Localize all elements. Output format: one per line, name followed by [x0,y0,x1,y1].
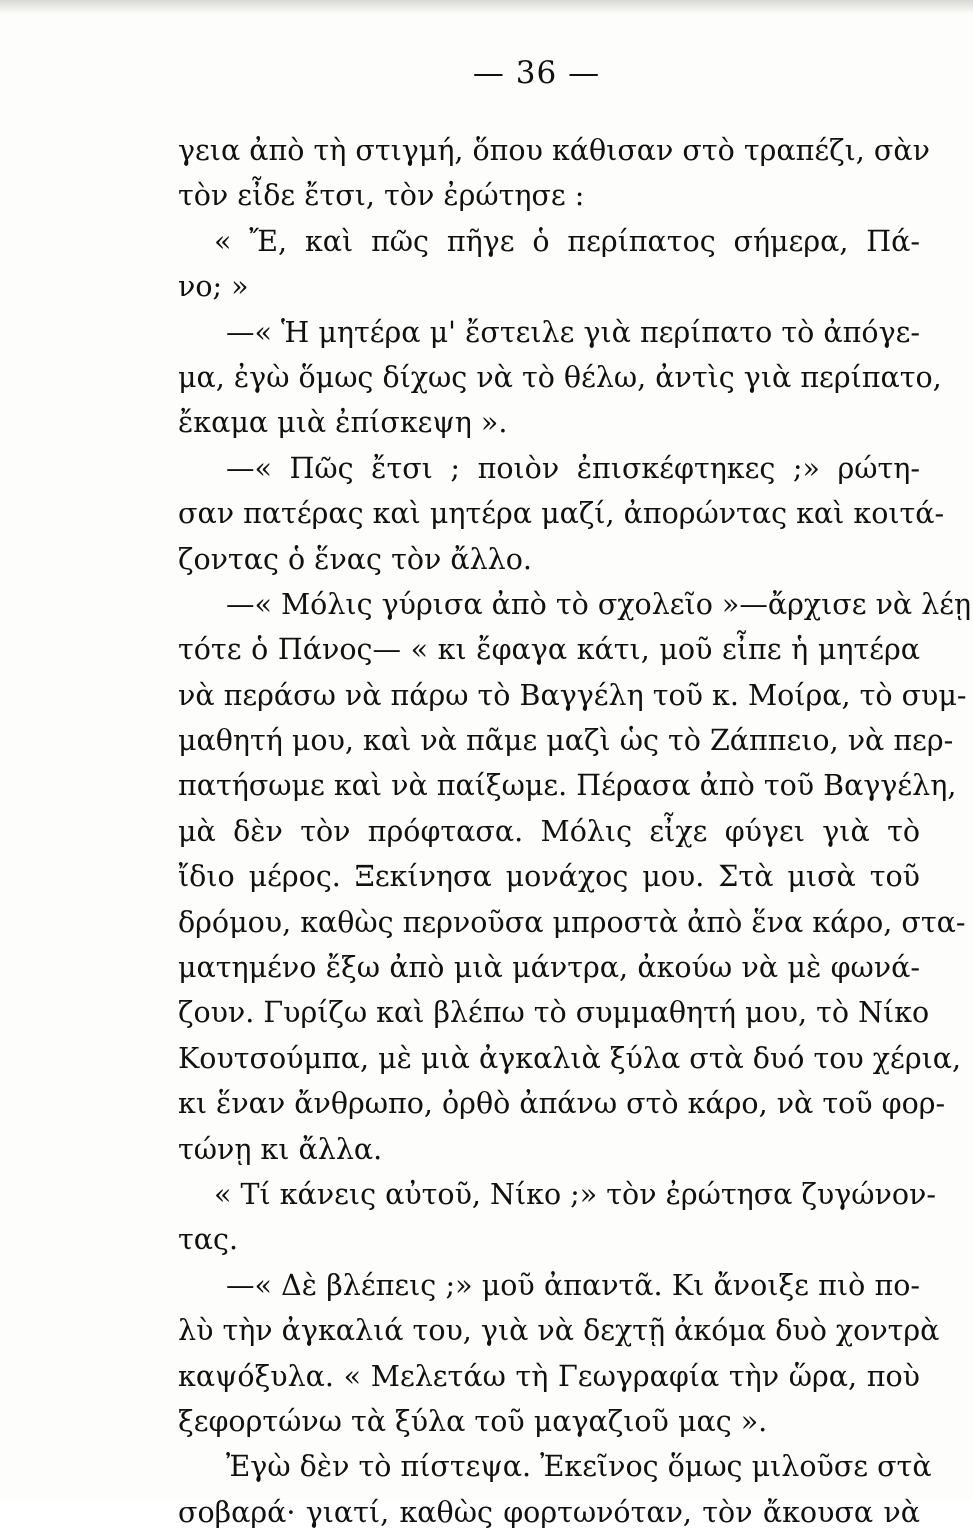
body-text [178,128,972,1535]
line-text: Κουτσούμπα, μὲ μιὰ ἀγκαλιὰ ξύλα στὰ δυό του χέρια, [178,1041,962,1075]
line-text: νὰ περάσω νὰ πάρω τὸ Βαγγέλη τοῦ κ. Μοίρα, τὸ συμ- [178,678,967,712]
line-text: τότε ὁ Πάνος— « κι ἔφαγα κάτι, μοῦ εἶπε ἡ μητέρα [178,633,920,667]
text-line-20 [178,990,930,1035]
text-line-1 [178,128,930,173]
line-text: —« Πῶς ἔτσι ; ποιὸν ἐπισκέφτηκες ;» ρώτη- [226,451,920,485]
text-line-18 [178,900,966,945]
line-text: πατήσωμε καὶ νὰ παίξωμε. Πέρασα ἀπὸ τοῦ Βαγγέλη, [178,769,957,803]
text-line-4 [178,264,920,309]
text-line-31 [178,1490,920,1535]
line-text: Ἐγὼ δὲν τὸ πίστεψα. Ἐκεῖνος ὅμως μιλοῦσε στὰ [226,1450,932,1484]
line-text: τὸν εἶδε ἔτσι, τὸν ἐρώτησε : [178,179,585,213]
line-text: δρόμου, καθὼς περνοῦσα μπροστὰ ἀπὸ ἕνα κάρο, στα- [178,905,966,939]
text-line-10 [178,537,920,582]
text-line-22 [178,1081,946,1126]
line-text: νο; » [178,270,249,304]
line-text: σαν πατέρας καὶ μητέρα μαζί, ἀπορώντας καὶ κοιτά- [178,497,945,531]
line-text: —« Ἡ μητέρα μ' ἔστειλε γιὰ περίπατο τὸ ἀπόγε- [226,315,920,349]
text-line-19 [178,945,920,990]
text-line-25 [178,1217,920,1262]
text-line-11 [178,582,972,627]
line-text: ξεφορτώνω τὰ ξύλα τοῦ μαγαζιοῦ μας ». [178,1404,768,1438]
text-line-3 [178,219,920,264]
text-line-16 [178,809,920,854]
text-line-15 [178,763,957,808]
line-text: τώνῃ κι ἄλλα. [178,1132,383,1166]
line-text: καψόξυλα. « Μελετάω τὴ Γεωγραφία τὴν ὥρα, ποὺ [178,1359,920,1393]
line-text: ζοντας ὁ ἕνας τὸν ἄλλο. [178,542,532,576]
page-number: — 36 — [472,55,601,91]
page-top-shadow [0,0,973,14]
line-text: ἴδιο μέρος. Ξεκίνησα μονάχος μου. Στὰ μισὰ τοῦ [178,860,920,894]
line-text: —« Δὲ βλέπεις ;» μοῦ ἀπαντᾶ. Κι ἄνοιξε πιὸ πο- [226,1268,920,1302]
text-line-12 [178,627,920,672]
line-text: γεια ἀπὸ τὴ στιγμή, ὅπου κάθισαν στὸ τραπέζι, σὰν [178,134,930,167]
text-line-23 [178,1127,920,1172]
text-line-30 [178,1444,932,1489]
text-line-26 [178,1263,920,1308]
line-text: κι ἕναν ἄνθρωπο, ὀρθὸ ἀπάνω στὸ κάρο, νὰ τοῦ φορ- [178,1087,946,1121]
line-text: ἔκαμα μιὰ ἐπίσκεψη ». [178,406,508,440]
text-line-9 [178,491,945,536]
text-line-17 [178,854,920,899]
line-text: « Τί κάνεις αὐτοῦ, Νίκο ;» τὸν ἐρώτησα ζυγώνον- [214,1177,936,1211]
line-text: —« Μόλις γύρισα ἀπὸ τὸ σχολεῖο »—ἄρχισε νὰ λέῃ [226,587,972,621]
line-text: ζουν. Γυρίζω καὶ βλέπω τὸ συμμαθητή μου, τὸ Νίκο [178,996,930,1030]
text-line-13 [178,673,967,718]
line-text: τας. [178,1223,239,1257]
text-line-27 [178,1308,940,1353]
text-line-6 [178,355,942,400]
text-line-28 [178,1354,920,1399]
text-line-8 [178,446,920,491]
line-text: ματημένο ἔξω ἀπὸ μιὰ μάντρα, ἀκούω νὰ μὲ φωνά- [178,951,920,985]
text-line-24 [178,1172,936,1217]
line-text: μὰ δὲν τὸν πρόφτασα. Μόλις εἶχε φύγει γιὰ τὸ [178,814,920,848]
text-line-29 [178,1399,920,1444]
text-line-21 [178,1036,962,1081]
line-text: μαθητή μου, καὶ νὰ πᾶμε μαζὶ ὡς τὸ Ζάππειο, νὰ περ- [178,724,954,758]
line-text: σοβαρά· γιατί, καθὼς φορτωνόταν, τὸν ἄκουσα νὰ [178,1495,920,1529]
text-line-7 [178,400,920,445]
line-text: λὺ τὴν ἀγκαλιά του, γιὰ νὰ δεχτῇ ἀκόμα δυὸ χοντρὰ [178,1314,940,1348]
line-text: « Ἔ, καὶ πῶς πῆγε ὁ περίπατος σήμερα, Πά- [214,224,920,258]
line-text: μα, ἐγὼ ὅμως δίχως νὰ τὸ θέλω, ἀντὶς γιὰ περίπατο, [178,360,942,394]
text-line-14 [178,718,954,763]
text-line-2 [178,173,920,218]
text-line-5 [178,310,920,355]
